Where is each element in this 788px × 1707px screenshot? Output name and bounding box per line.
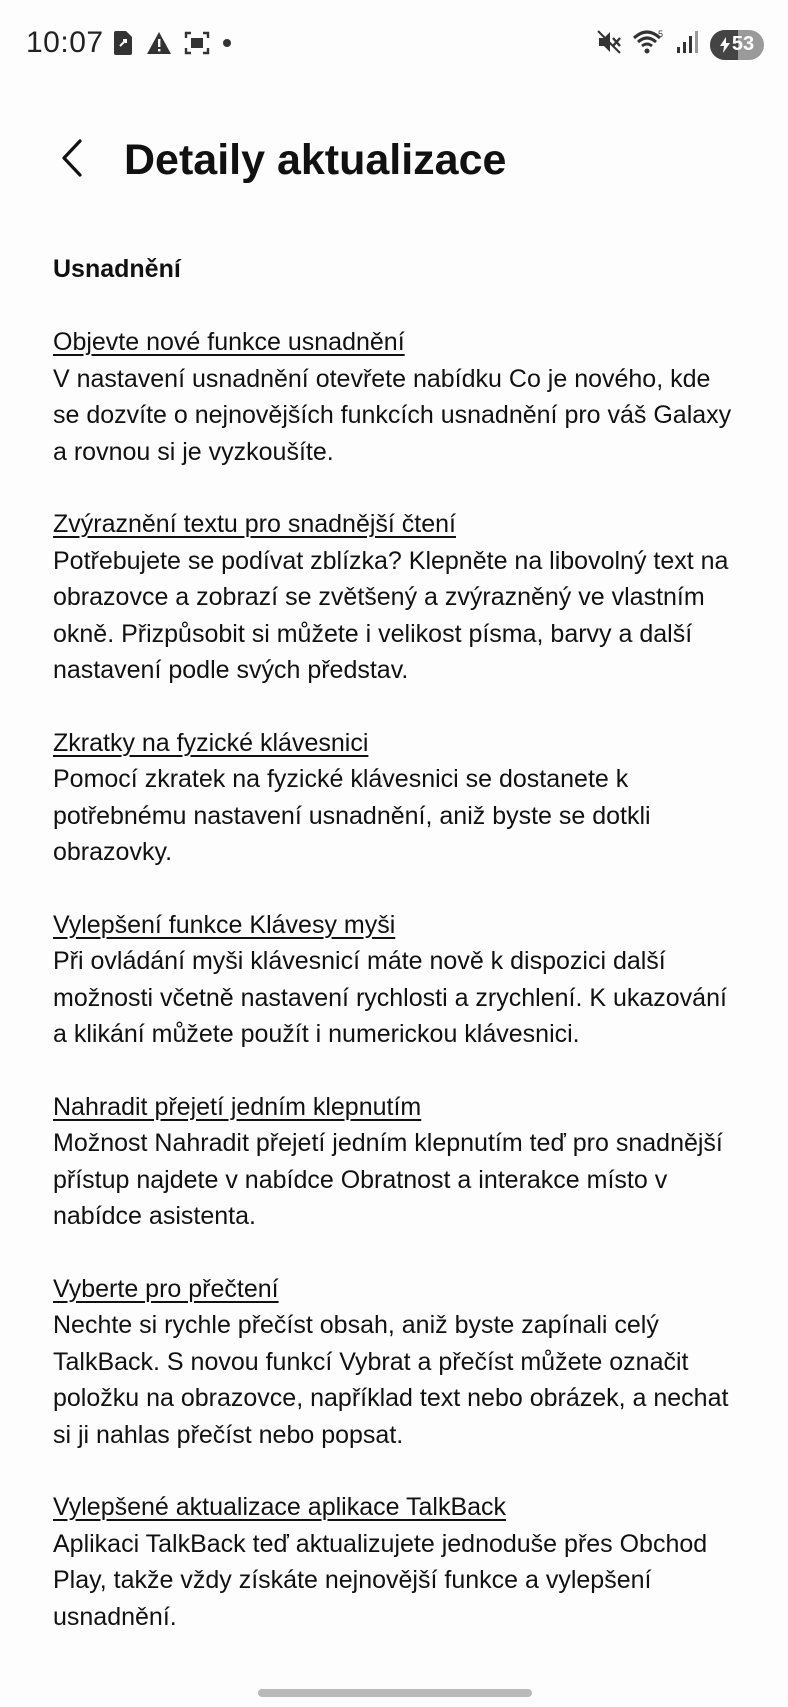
feature-link[interactable]: Zkratky na fyzické klávesnici: [53, 728, 369, 757]
chevron-left-icon: [58, 138, 86, 183]
feature-item: [53, 907, 743, 1053]
feature-item: [53, 324, 743, 470]
feature-item: [53, 506, 743, 689]
dot-icon: [222, 38, 232, 48]
feature-item: [53, 1089, 743, 1235]
feature-link[interactable]: Nahradit přejetí jedním klepnutím: [53, 1092, 422, 1121]
feature-item: [53, 1489, 743, 1635]
feature-description: Možnost Nahradit přejetí jedním klepnutím teď pro snadnější přístup najdete v nabídce Obratnost a interakce místo v nabídce asistenta.: [53, 1129, 723, 1230]
feature-link[interactable]: Objevte nové funkce usnadnění: [53, 328, 405, 356]
wifi-icon: [632, 28, 666, 61]
mute-icon: [596, 29, 622, 60]
feature-link[interactable]: Vyberte pro přečtení: [53, 1274, 279, 1303]
svg-text:5: 5: [658, 29, 664, 39]
status-left-icons: [112, 30, 232, 56]
battery-charging-icon: [710, 30, 764, 60]
sim-card-icon: [112, 30, 134, 56]
home-indicator[interactable]: [258, 1689, 532, 1697]
status-time: 10:07: [26, 26, 104, 59]
feature-description: Aplikaci TalkBack teď aktualizujete jednoduše přes Obchod Play, takže vždy získáte nejnovější funkce a vylepšení usnadnění.: [53, 1529, 708, 1631]
section-heading: Usnadnění: [53, 255, 181, 283]
back-button[interactable]: [48, 134, 96, 186]
signal-icon: [676, 30, 700, 59]
feature-description: Potřebujete se podívat zblízka? Klepněte na libovolný text na obrazovce a zobrazí se zvětšený a zvýrazněný ve vlastním okně. Přizpůsobit si můžete i velikost písma, barvy a další nastavení podle svých představ.: [53, 546, 729, 684]
update-details-content: [53, 252, 743, 1671]
feature-description: Pomocí zkratek na fyzické klávesnici se dostanete k potřebnému nastavení usnadnění, aniž byste se dotkli obrazovky.: [53, 765, 651, 866]
status-bar: [0, 0, 788, 90]
feature-description: V nastavení usnadnění otevřete nabídku Co je nového, kde se dozvíte o nejnovějších funkcích usnadnění pro váš Galaxy a rovnou si je vyzkoušíte.: [53, 364, 732, 466]
alert-triangle-icon: [146, 31, 172, 55]
feature-item: [53, 725, 743, 871]
status-right-icons: [596, 28, 764, 61]
page-title: Detaily aktualizace: [124, 136, 507, 184]
app-header: [0, 110, 788, 210]
feature-link[interactable]: Vylepšené aktualizace aplikace TalkBack: [53, 1493, 507, 1521]
feature-link[interactable]: Zvýraznění textu pro snadnější čtení: [53, 510, 456, 538]
screenshot-icon: [184, 30, 210, 56]
feature-item: [53, 1271, 743, 1454]
battery-level: 53: [731, 33, 755, 55]
feature-description: Při ovládání myši klávesnicí máte nově k dispozici další možnosti včetně nastavení rychlosti a zrychlení. K ukazování a klikání můžete použít i numerickou klávesnici.: [53, 947, 727, 1048]
feature-description: Nechte si rychle přečíst obsah, aniž byste zapínali celý TalkBack. S novou funkcí Vybrat a přečíst můžete označit položku na obrazovce, například text nebo obrázek, a nechat si ji nahlas přečíst nebo popsat.: [53, 1311, 729, 1449]
feature-link[interactable]: Vylepšení funkce Klávesy myši: [53, 910, 396, 939]
